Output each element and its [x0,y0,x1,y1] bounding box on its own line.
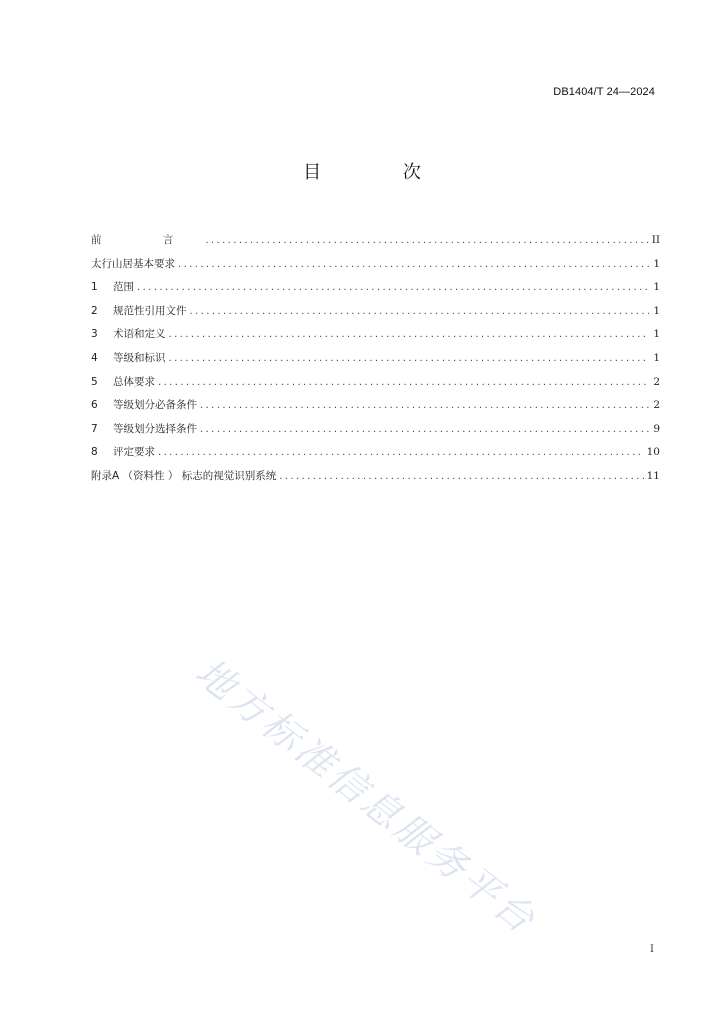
watermark: 地方标准信息服务平台 [187,649,546,944]
toc-entry-mandatory-conditions[interactable] [91,395,660,419]
toc-entry-page: 2 [653,399,660,412]
toc-entry-label: 前 言 [91,234,203,246]
toc-dot-leader [205,231,648,251]
toc-entry-general-requirements[interactable] [91,372,660,396]
toc-entry-number: 6 [91,399,98,412]
table-of-contents [91,230,660,490]
toc-entry-page: II [651,234,660,246]
toc-entry-page: 11 [646,469,660,482]
toc-entry-foreword[interactable] [91,230,660,254]
toc-dot-leader [178,255,649,275]
toc-entry-label: 规范性引用文件 [113,304,187,317]
toc-entry-label: 等级划分必备条件 [113,399,197,412]
toc-dot-leader [190,302,650,322]
toc-entry-label: 附录A （资料性 ） 标志的视觉识别系统 [91,469,277,482]
toc-dot-leader [200,420,649,440]
toc-entry-page: 9 [653,422,660,435]
toc-entry-page: 1 [653,328,660,341]
toc-entry-grades-marks[interactable] [91,348,660,372]
page-title: 目 次 [303,162,459,183]
toc-entry-label: 术语和定义 [113,328,166,341]
toc-entry-optional-conditions[interactable] [91,419,660,443]
toc-entry-label: 总体要求 [113,375,155,388]
toc-entry-label: 评定要求 [113,446,155,459]
document-code: DB1404/T 24—2024 [553,86,655,98]
toc-entry-appendix-a[interactable] [91,466,660,490]
toc-entry-page: 2 [653,375,660,388]
page-number: I [650,944,654,955]
toc-dot-leader [169,349,650,369]
toc-entry-number: 3 [91,328,98,341]
toc-entry-number: 1 [91,281,98,294]
toc-dot-leader [200,396,649,416]
toc-dot-leader [158,443,644,463]
toc-dot-leader [169,325,650,345]
toc-entry-number: 2 [91,304,98,317]
toc-entry-page: 10 [646,446,660,459]
toc-entry-number: 8 [91,446,98,459]
toc-dot-leader [279,467,643,487]
toc-entry-label: 等级划分选择条件 [113,422,197,435]
toc-dot-leader [158,373,649,393]
toc-entry-evaluation-requirements[interactable] [91,442,660,466]
toc-entry-number: 4 [91,351,98,364]
toc-entry-scope[interactable] [91,277,660,301]
toc-entry-label: 太行山居基本要求 [91,257,175,270]
toc-entry-label: 等级和标识 [113,351,166,364]
toc-entry-page: 1 [653,257,660,270]
toc-entry-number: 7 [91,422,98,435]
toc-entry-page: 1 [653,281,660,294]
toc-entry-page: 1 [653,351,660,364]
toc-entry-normative-references[interactable] [91,301,660,325]
toc-entry-terms-definitions[interactable] [91,324,660,348]
toc-entry-basic-requirements[interactable] [91,254,660,278]
toc-entry-label: 范围 [113,281,134,294]
toc-dot-leader [137,278,649,298]
toc-entry-page: 1 [653,304,660,317]
toc-entry-number: 5 [91,375,98,388]
